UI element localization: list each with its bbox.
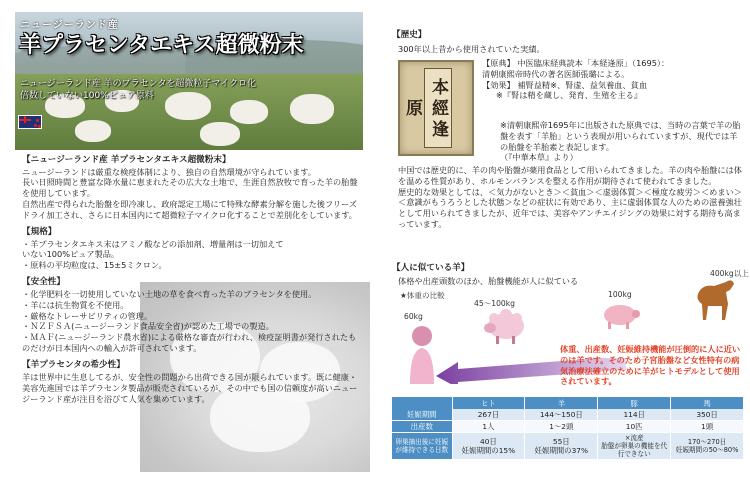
row-header: 妊娠期間 xyxy=(392,409,452,421)
table-cell: 350日 xyxy=(671,409,744,421)
table-header xyxy=(392,397,452,409)
table-cell: 1頭 xyxy=(671,421,744,433)
table-cell: 10匹 xyxy=(598,421,671,433)
history-source: 【原典】 中医臨床経典読本「本経逢原」（1695）： xyxy=(482,58,670,68)
sheep-illustration-icon xyxy=(484,308,530,346)
table-row xyxy=(392,409,744,421)
safety-item: ・厳格なトレーサビリティの管理。 xyxy=(22,310,153,321)
table-cell: 114日 xyxy=(598,409,671,421)
new-zealand-flag-icon xyxy=(18,115,42,129)
history-note: ※『腎は精を蔵し、発育、生殖を主る』 xyxy=(496,90,643,101)
china-paragraph-2: 歴史的な効果としては、＜気力がないとき＞＜貧血＞＜虚弱体質＞＜極度な疲労＞＜めまい＞＜意識がもうろうとした状態＞などの症状に有効であり、主に虚弱体質な人のための滋養強壮として用いられてきましたが、近年では、美容やアンチエイジングの効果に対する期待も高まっています。 xyxy=(398,186,742,229)
book-title-calligraphy: 本經逢原 xyxy=(424,68,452,148)
weight-human: 60kg xyxy=(404,312,423,321)
rarity-title: 【羊プラセンタの希少性】 xyxy=(22,360,125,371)
history-effect: 【効果】 補腎益精※、腎虚、益気養血、貧血 xyxy=(482,79,648,90)
row-header: 出産数 xyxy=(392,421,452,433)
pig-illustration-icon xyxy=(600,300,640,330)
intro-paragraph-1: ニュージーランドは厳重な検疫体制により、独自の自然環境が守られています。 xyxy=(22,166,316,177)
left-page xyxy=(0,0,372,489)
table-row xyxy=(392,433,744,460)
intro-paragraph-3: 自然出産で得られた胎盤を即冷凍し、政府認定工場にて特殊な酵素分解を施した後フリーズドライ加工され、さらに日本国内にて超微粒子マイクロ化することで差別化をしています。 xyxy=(22,199,357,221)
history-label: 【歴史】 xyxy=(392,30,427,40)
weight-caption: ★体重の比較 xyxy=(400,291,445,300)
hero-image xyxy=(15,12,363,150)
intro-title: 【ニュージーランド産 羊プラセンタエキス超微粉末】 xyxy=(22,155,231,165)
row-header: 卵巣摘出後に妊娠が維持できる日数 xyxy=(392,433,452,460)
ancient-book-image xyxy=(398,60,474,156)
table-cell: 1～2頭 xyxy=(525,421,598,433)
table-cell: 1人 xyxy=(452,421,525,433)
product-title: 羊プラセンタエキス超微粉末 xyxy=(19,33,304,58)
table-cell: 170～270日 妊娠期間の50～80% xyxy=(671,433,744,460)
left-body-text xyxy=(22,153,362,404)
similarity-label: 【人に似ている羊】 xyxy=(392,263,470,273)
similarity-lead: 体格や出産頭数のほか、胎盤機能が人に似ている xyxy=(398,276,579,286)
species-comparison-table xyxy=(392,397,744,460)
weight-horse: 400kg以上 xyxy=(710,269,749,278)
safety-item: ・羊には抗生物質を不使用。 xyxy=(22,299,129,310)
table-header: 豚 xyxy=(598,397,671,409)
safety-item: ・ＭＡＦ(ニュージーランド農水省)による厳格な審査が行われ、検疫証明書が発行されたものだけが日本国内への輸入が許可されています。 xyxy=(22,332,357,354)
weight-sheep: 45～100kg xyxy=(474,299,515,308)
hero-origin-label: ニュージーランド産 xyxy=(20,20,119,31)
hero-description-line-2: 倍数していない100%ピュア原料 xyxy=(20,91,154,101)
safety-title: 【安全性】 xyxy=(22,277,65,288)
history-remark: ※清朝康熙帝1695年に出版された原典では、当時の言葉で羊の胎盤を表す「羊胎」という表現が用いられていますが、現代では羊の胎盤を羊胎素と表記します。 xyxy=(500,120,741,152)
table-header-row xyxy=(392,397,744,409)
table-header: 羊 xyxy=(525,397,598,409)
table-cell: 267日 xyxy=(452,409,525,421)
china-paragraph-1: 中国では歴史的に、羊の肉や胎盤が薬用食品として用いられてきました。羊の肉や胎盤には体を温める性質があり、ホルモンバランスを整える作用が期待されて使われてきました。 xyxy=(398,165,742,186)
safety-item: ・ＮＺＦＳＡ(ニュージーランド食品安全省)が認めた工場での製造。 xyxy=(22,321,274,332)
history-source-block xyxy=(482,58,742,101)
rarity-paragraph: 羊は世界中に生息してるが、安全性の問題から出荷できる国が限られています。既に健康・美容先進国では羊プラセンタ製品が販売されているが、その中でも国の信頼度が高いニュージーランド産が注目を浴びて人気を集めています。 xyxy=(22,371,358,404)
table-row xyxy=(392,421,744,433)
hero-description-line-1: ニュージーランド産 羊のプラセンタを超微粒子マイクロ化 xyxy=(20,79,256,89)
safety-item: ・化学肥料を一切使用していない土地の草を食べ育った羊のプラセンタを使用。 xyxy=(22,288,317,299)
table-cell: 55日 妊娠期間の37% xyxy=(525,433,598,460)
history-remark-source: （『中華本草』より） xyxy=(500,152,578,163)
table-header: ヒト xyxy=(452,397,525,409)
spec-title: 【規格】 xyxy=(22,227,57,238)
history-lead: 300年以上昔から使用されていた実績。 xyxy=(398,44,545,54)
intro-paragraph-2: 長い日照時間と豊富な降水量に恵まれたその広大な土地で、生涯自然放牧で育った羊の胎盤を使用しています。 xyxy=(22,177,358,199)
horse-illustration-icon xyxy=(692,274,738,322)
history-remark-block xyxy=(500,120,742,163)
china-history-text xyxy=(398,165,742,230)
table-cell: 40日 妊娠期間の15% xyxy=(452,433,525,460)
table-header: 馬 xyxy=(671,397,744,409)
spec-item: ・羊プラセンタエキス末はアミノ酸などの添加剤、増量剤は一切加えていない100%ピュア製品。 xyxy=(22,238,284,260)
weight-pig: 100kg xyxy=(608,290,632,299)
right-page xyxy=(380,0,750,489)
table-cell: ×流産 胎盤が卵巣の機能を代行できない xyxy=(598,433,671,460)
spec-item: ・原料の平均粒度は、15±5ミクロン。 xyxy=(22,260,167,271)
table-cell: 144～150日 xyxy=(525,409,598,421)
history-source-author: 清朝康熙帝時代の著名医師張璐による。 xyxy=(482,68,630,79)
similarity-claim: 体重、出産数、妊娠維持機能が圧倒的に人に近いのは羊です。そのため子宮胎盤など女性特有の病気治療法確立のために羊がヒトモデルとして使用されています。 xyxy=(560,344,741,387)
